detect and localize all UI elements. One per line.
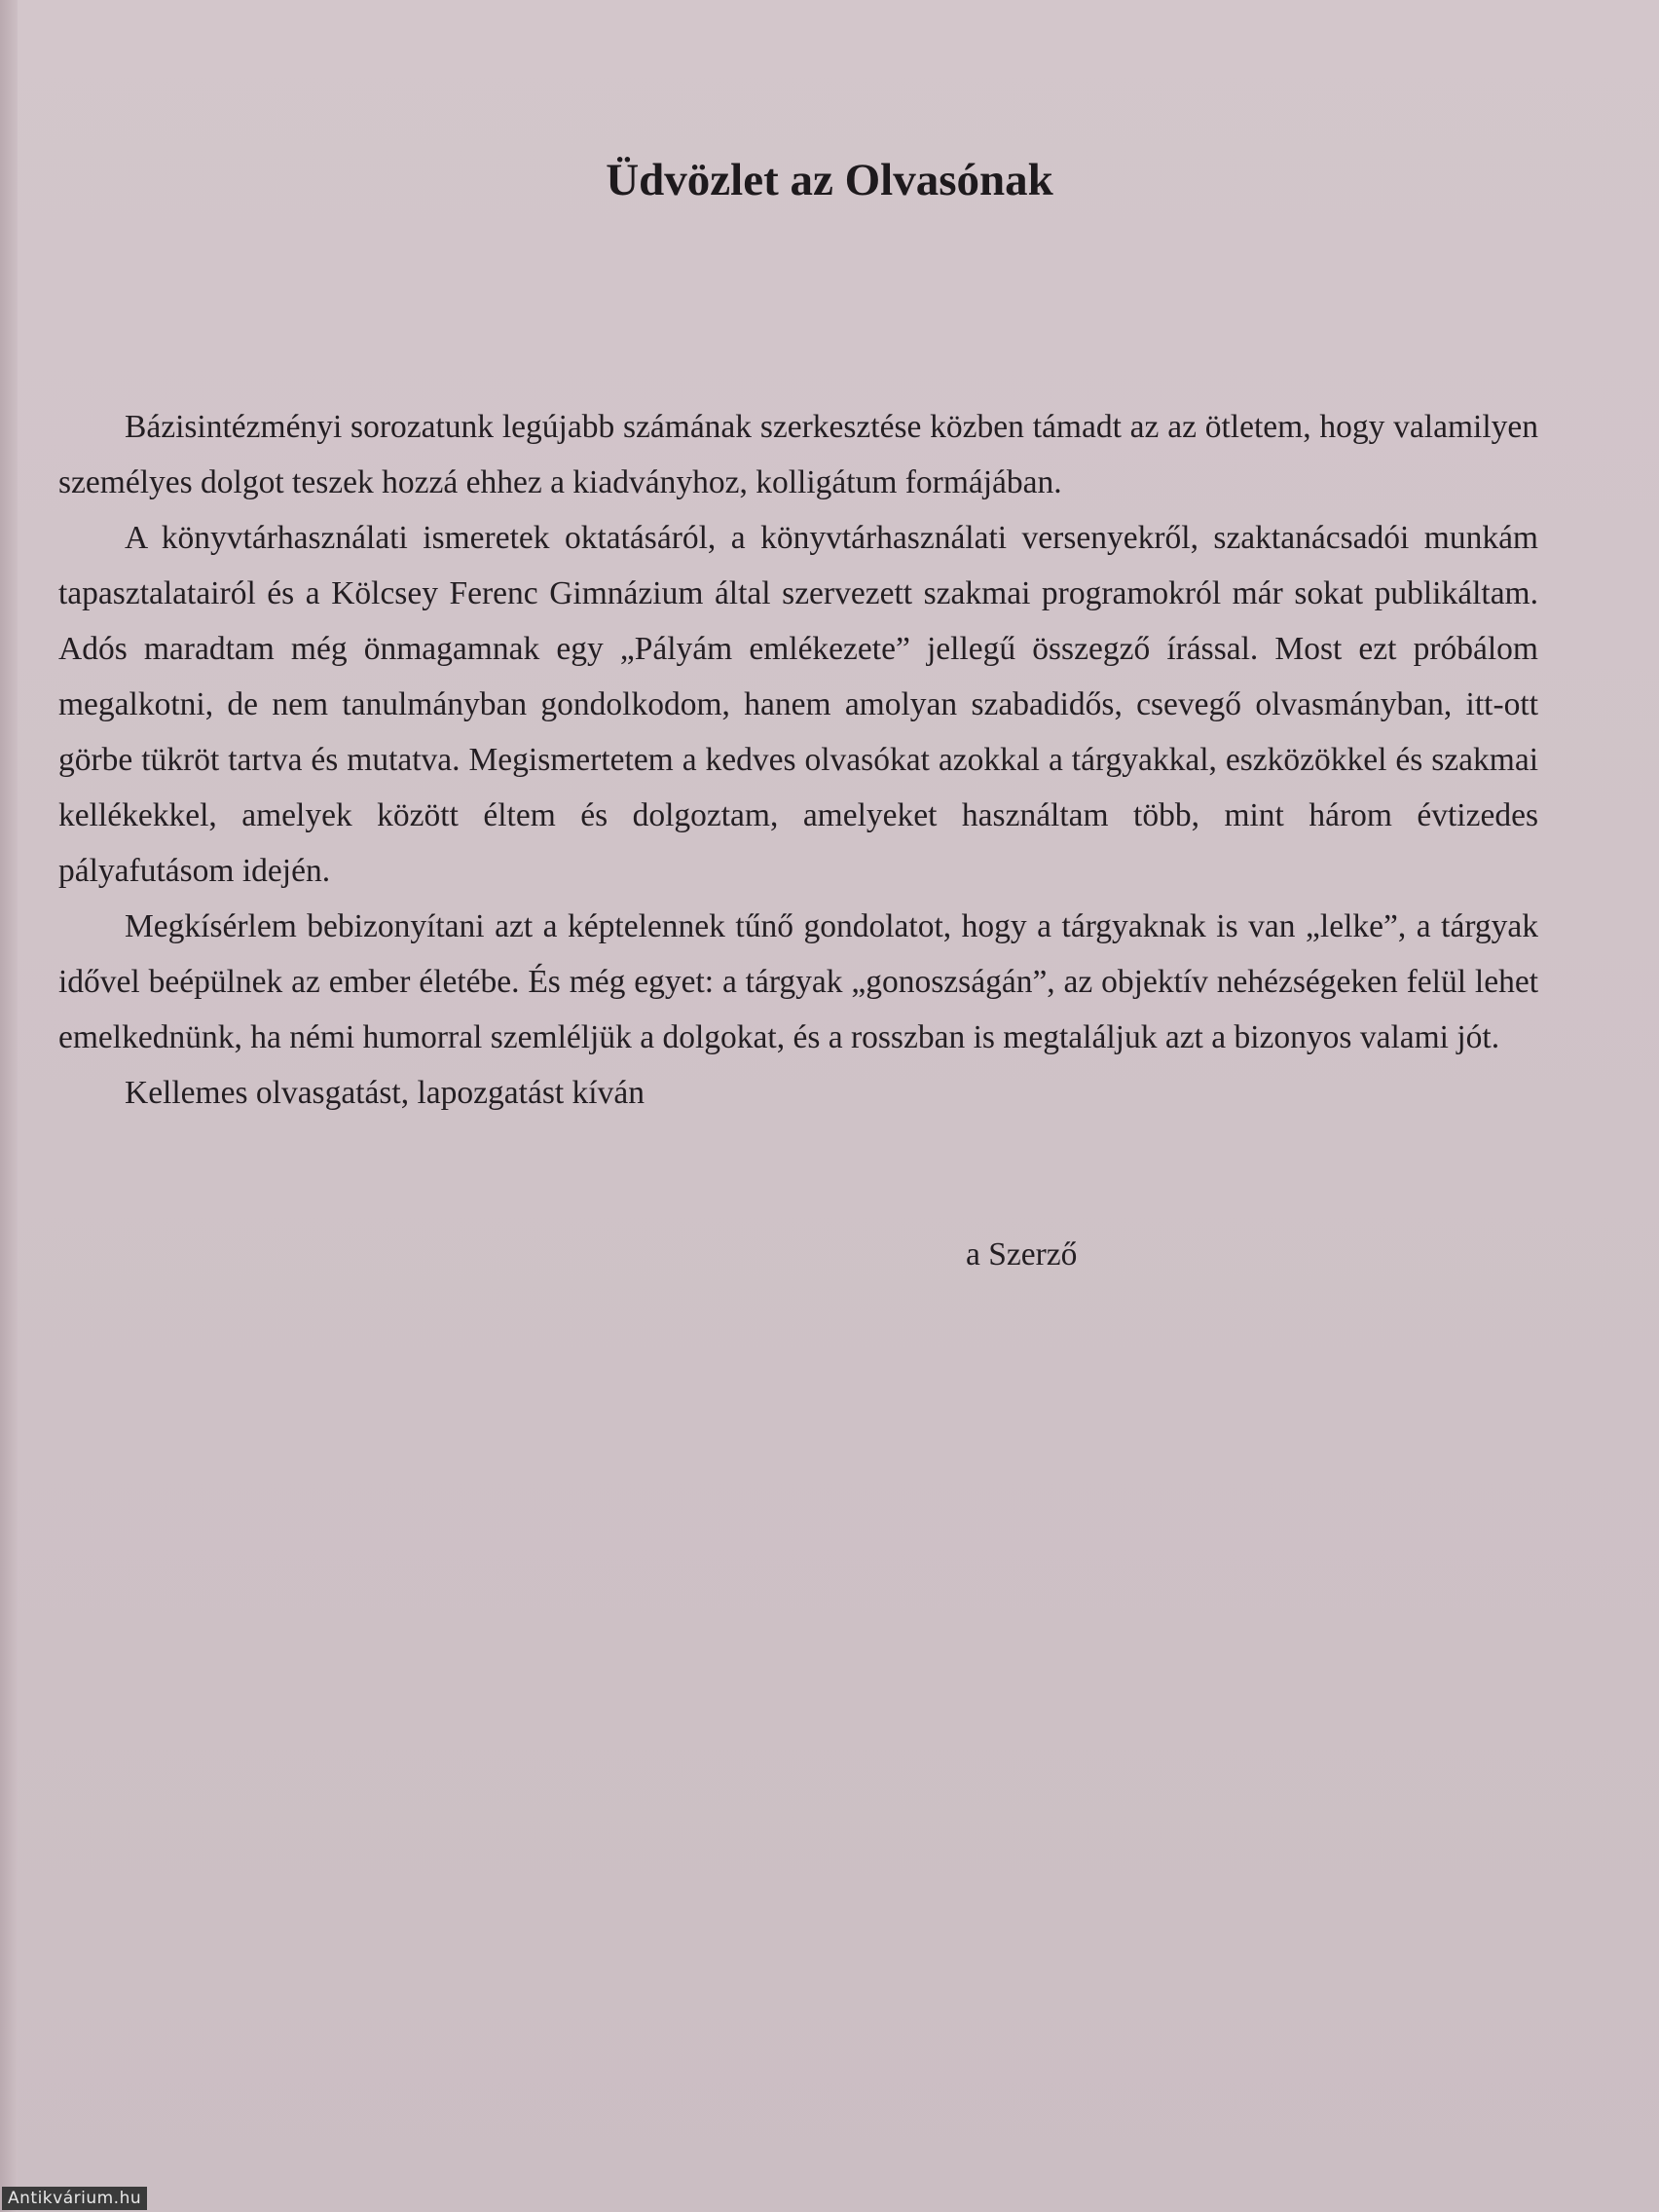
- paragraph-2: A könyvtárhasználati ismeretek oktatásáról, a könyvtárhasználati versenyekről, szaktanácsadói munkám tapasztalatairól és a Kölcsey Ferenc Gimnázium által szervezett szakmai programokról már sokat publikáltam. Adós maradtam még önmagamnak egy „Pályám emlékezete” jellegű összegző írással. Most ezt próbálom megalkotni, de nem tanulmányban gondolkodom, hanem amolyan szabadidős, csevegő olvasmányban, itt-ott görbe tükröt tartva és mutatva. Megismertetem a kedves olvasókat azokkal a tárgyakkal, eszközökkel és szakmai kellékekkel, amelyek között éltem és dolgoztam, amelyeket használtam több, mint három évtizedes pályafutásom idején.: [58, 520, 1538, 889]
- body-text: [58, 399, 1538, 1121]
- closing-line: Kellemes olvasgatást, lapozgatást kíván: [125, 1075, 645, 1111]
- paragraph-1: Bázisintézményi sorozatunk legújabb számának szerkesztése közben támadt az az ötletem, hogy valamilyen személyes dolgot teszek hozzá ehhez a kiadványhoz, kolligátum formájában.: [58, 409, 1538, 500]
- page-title: Üdvözlet az Olvasónak: [606, 155, 1053, 205]
- watermark-label: Antikvárium.hu: [2, 2187, 147, 2210]
- author-signature: a Szerző: [966, 1236, 1078, 1272]
- paragraph-3: Megkísérlem bebizonyítani azt a képtelennek tűnő gondolatot, hogy a tárgyaknak is van „lelke”, a tárgyak idővel beépülnek az ember életébe. És még egyet: a tárgyak „gonoszságán”, az objektív nehézségeken felül lehet emelkednünk, ha némi humorral szemléljük a dolgokat, és a rosszban is megtaláljuk azt a bizonyos valami jót.: [58, 908, 1538, 1055]
- page-binding-edge: [0, 0, 18, 2212]
